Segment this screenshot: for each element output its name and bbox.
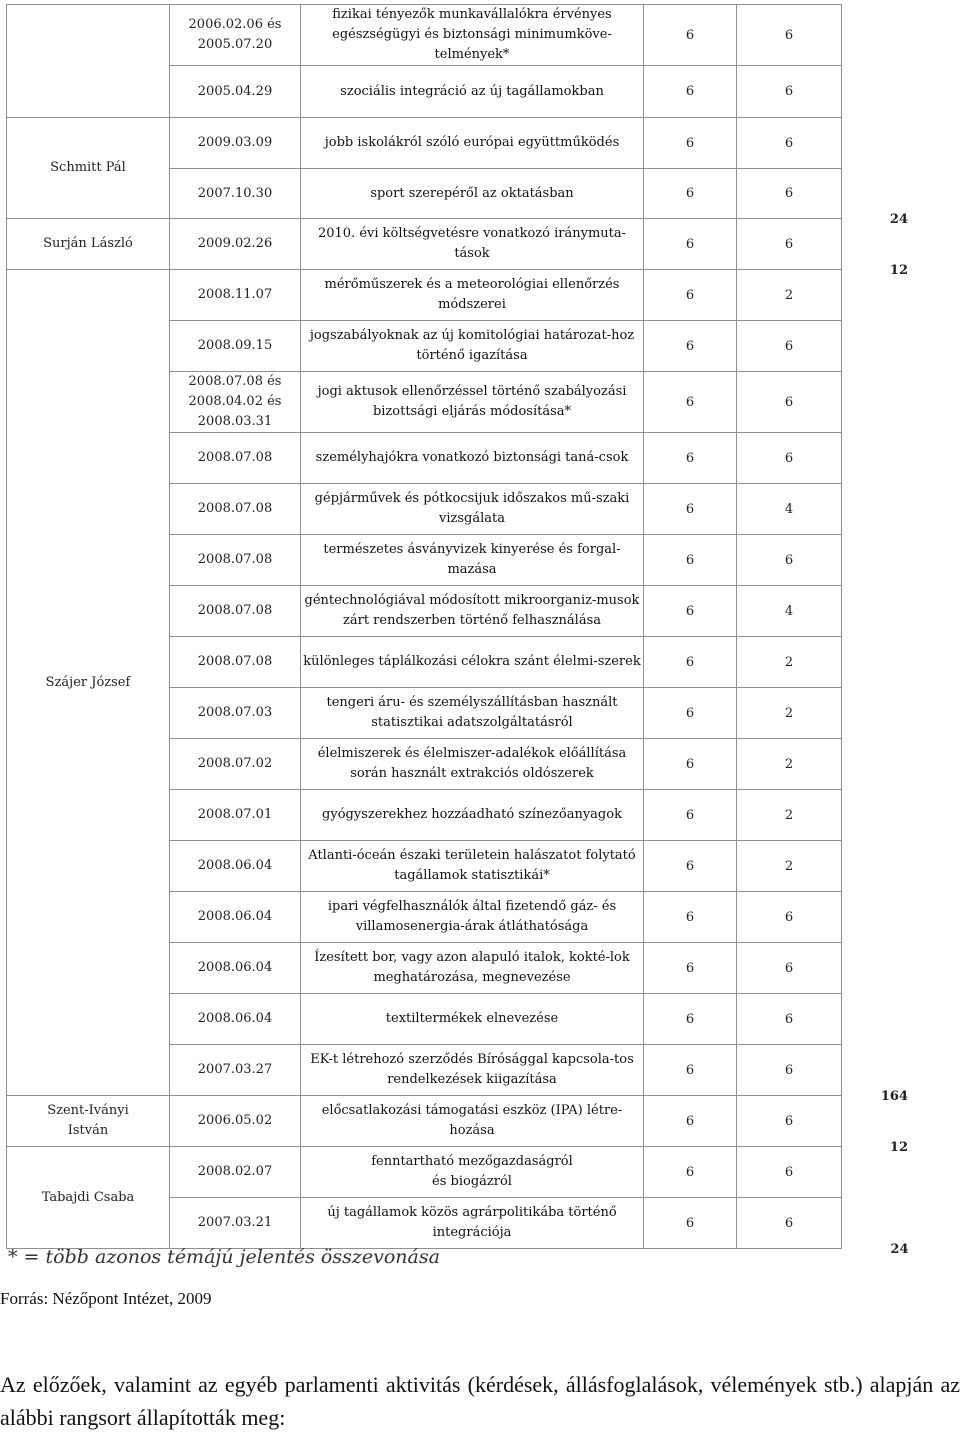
total-score-cell — [842, 5, 959, 66]
score-b-cell: 6 — [737, 433, 842, 484]
report-topic-cell: természetes ásványvizek kinyerése és forgal-mazása — [301, 535, 644, 586]
score-a-cell: 6 — [644, 1147, 737, 1198]
table-row — [7, 1147, 959, 1198]
total-score-cell — [842, 118, 959, 169]
score-b-cell: 2 — [737, 637, 842, 688]
report-topic-cell: előcsatlakozási támogatási eszköz (IPA) létre-hozása — [301, 1096, 644, 1147]
source-note: Forrás: Nézőpont Intézet, 2009 — [0, 1289, 212, 1308]
total-score-value: 164 — [880, 1088, 908, 1104]
report-date-cell: 2008.07.08 — [170, 433, 301, 484]
score-b-cell: 2 — [737, 790, 842, 841]
total-score-value: 12 — [889, 1139, 908, 1155]
score-b-cell: 6 — [737, 1045, 842, 1096]
report-date-cell: 2007.10.30 — [170, 169, 301, 219]
report-date-cell: 2008.07.01 — [170, 790, 301, 841]
score-a-cell: 6 — [644, 219, 737, 270]
total-score-cell — [842, 586, 959, 637]
total-score-cell — [842, 790, 959, 841]
total-score-cell — [842, 66, 959, 118]
table-row — [7, 270, 959, 321]
report-topic-cell: fizikai tényezők munkavállalókra érvényes egészségügyi és biztonsági minimumköve-telmények* — [301, 5, 644, 66]
report-topic-cell: Atlanti-óceán északi területein halászatot folytató tagállamok statisztikái* — [301, 841, 644, 892]
score-b-cell: 4 — [737, 586, 842, 637]
score-b-cell: 4 — [737, 484, 842, 535]
report-topic-cell: fenntartható mezőgazdaságról és biogázról — [301, 1147, 644, 1198]
mep-name-cell: Szent-Iványi István — [7, 1096, 170, 1147]
report-topic-cell: 2010. évi költségvetésre vonatkozó iránymuta-tások — [301, 219, 644, 270]
score-a-cell: 6 — [644, 270, 737, 321]
score-b-cell: 6 — [737, 1096, 842, 1147]
score-a-cell: 6 — [644, 1096, 737, 1147]
report-date-cell: 2007.03.27 — [170, 1045, 301, 1096]
score-b-cell: 6 — [737, 5, 842, 66]
report-topic-cell: új tagállamok közös agrárpolitikába történő integrációja — [301, 1198, 644, 1249]
score-a-cell: 6 — [644, 943, 737, 994]
score-a-cell: 6 — [644, 118, 737, 169]
report-topic-cell: jobb iskolákról szóló európai együttműködés — [301, 118, 644, 169]
report-date-cell: 2006.02.06 és 2005.07.20 — [170, 5, 301, 66]
total-score-cell — [842, 270, 959, 321]
report-topic-cell: mérőműszerek és a meteorológiai ellenőrzés módszerei — [301, 270, 644, 321]
report-topic-cell: jogszabályoknak az új komitológiai határozat-hoz történő igazítása — [301, 321, 644, 372]
total-score-cell — [842, 372, 959, 433]
score-a-cell: 6 — [644, 637, 737, 688]
score-b-cell: 6 — [737, 994, 842, 1045]
report-topic-cell: különleges táplálkozási célokra szánt élelmi-szerek — [301, 637, 644, 688]
report-topic-cell: textiltermékek elnevezése — [301, 994, 644, 1045]
mep-name-cell: Schmitt Pál — [7, 118, 170, 219]
total-score-cell — [842, 994, 959, 1045]
score-a-cell: 6 — [644, 5, 737, 66]
total-score-cell — [842, 433, 959, 484]
score-a-cell: 6 — [644, 321, 737, 372]
total-score-cell — [842, 535, 959, 586]
score-a-cell: 6 — [644, 535, 737, 586]
total-score-cell — [842, 688, 959, 739]
score-a-cell: 6 — [644, 586, 737, 637]
score-b-cell: 6 — [737, 943, 842, 994]
report-topic-cell: személyhajókra vonatkozó biztonsági taná-csok — [301, 433, 644, 484]
score-b-cell: 6 — [737, 1198, 842, 1249]
report-date-cell: 2007.03.21 — [170, 1198, 301, 1249]
total-score-value: 12 — [889, 262, 908, 278]
score-b-cell: 6 — [737, 66, 842, 118]
score-b-cell: 2 — [737, 270, 842, 321]
score-a-cell: 6 — [644, 841, 737, 892]
score-b-cell: 2 — [737, 841, 842, 892]
score-a-cell: 6 — [644, 1045, 737, 1096]
score-b-cell: 6 — [737, 535, 842, 586]
report-date-cell: 2008.07.08 — [170, 484, 301, 535]
report-date-cell: 2009.03.09 — [170, 118, 301, 169]
score-b-cell: 6 — [737, 372, 842, 433]
total-score-cell — [842, 841, 959, 892]
score-a-cell: 6 — [644, 372, 737, 433]
score-a-cell: 6 — [644, 739, 737, 790]
mep-name-cell: Tabajdi Csaba — [7, 1147, 170, 1249]
total-score-cell — [842, 637, 959, 688]
score-b-cell: 6 — [737, 321, 842, 372]
report-date-cell: 2008.06.04 — [170, 943, 301, 994]
score-a-cell: 6 — [644, 169, 737, 219]
report-topic-cell: Ízesített bor, vagy azon alapuló italok, kokté-lok meghatározása, megnevezése — [301, 943, 644, 994]
report-date-cell: 2008.07.08 — [170, 535, 301, 586]
report-topic-cell: jogi aktusok ellenőrzéssel történő szabályozási bizottsági eljárás módosítása* — [301, 372, 644, 433]
total-score-cell — [842, 1045, 959, 1104]
report-topic-cell: EK-t létrehozó szerződés Bírósággal kapcsola-tos rendelkezések kiigazítása — [301, 1045, 644, 1096]
total-score-value: 24 — [889, 211, 908, 227]
score-b-cell: 6 — [737, 1147, 842, 1198]
score-a-cell: 6 — [644, 433, 737, 484]
score-a-cell: 6 — [644, 892, 737, 943]
total-score-cell — [842, 321, 959, 372]
total-score-cell — [842, 219, 959, 278]
score-b-cell: 6 — [737, 219, 842, 270]
body-paragraph: Az előzőek, valamint az egyéb parlamenti aktivitás (kérdések, állásfoglalások, vélemények stb.) alapján az alábbi rangsort állapították meg: — [0, 1372, 960, 1430]
total-score-cell — [842, 943, 959, 994]
report-date-cell: 2008.06.04 — [170, 994, 301, 1045]
table-row — [7, 219, 959, 270]
report-date-cell: 2005.04.29 — [170, 66, 301, 118]
total-score-cell — [842, 1147, 959, 1198]
table-row — [7, 1096, 959, 1147]
total-score-value: 24 — [890, 1241, 909, 1257]
total-score-cell — [842, 169, 959, 227]
score-a-cell: 6 — [644, 688, 737, 739]
report-topic-cell: tengeri áru- és személyszállításban használt statisztikai adatszolgáltatásról — [301, 688, 644, 739]
report-topic-cell: ipari végfelhasználók által fizetendő gáz- és villamosenergia-árak átláthatósága — [301, 892, 644, 943]
report-topic-cell: géntechnológiával módosított mikroorganiz-musok zárt rendszerben történő felhasználása — [301, 586, 644, 637]
report-date-cell: 2006.05.02 — [170, 1096, 301, 1147]
score-b-cell: 2 — [737, 688, 842, 739]
report-date-cell: 2008.07.08 és 2008.04.02 és 2008.03.31 — [170, 372, 301, 433]
total-score-cell — [842, 892, 959, 943]
score-a-cell: 6 — [644, 790, 737, 841]
score-a-cell: 6 — [644, 994, 737, 1045]
mep-name-cell: Szájer József — [7, 270, 170, 1096]
score-a-cell: 6 — [644, 484, 737, 535]
mep-name-cell: Surján László — [7, 219, 170, 270]
report-date-cell: 2008.09.15 — [170, 321, 301, 372]
total-score-cell — [842, 1198, 959, 1257]
report-topic-cell: szociális integráció az új tagállamokban — [301, 66, 644, 118]
total-score-cell — [842, 1096, 959, 1155]
table-footnote: * = több azonos témájú jelentés összevonása — [8, 1246, 440, 1268]
table-row — [7, 118, 959, 169]
report-topic-cell: gépjárművek és pótkocsijuk időszakos mű-szaki vizsgálata — [301, 484, 644, 535]
report-date-cell: 2008.06.04 — [170, 841, 301, 892]
total-score-cell — [842, 484, 959, 535]
mep-name-cell — [7, 5, 170, 118]
score-b-cell: 6 — [737, 169, 842, 219]
total-score-cell — [842, 739, 959, 790]
report-date-cell: 2009.02.26 — [170, 219, 301, 270]
report-date-cell: 2008.07.08 — [170, 586, 301, 637]
report-date-cell: 2008.06.04 — [170, 892, 301, 943]
score-a-cell: 6 — [644, 66, 737, 118]
report-date-cell: 2008.07.08 — [170, 637, 301, 688]
report-topic-cell: sport szerepéről az oktatásban — [301, 169, 644, 219]
report-date-cell: 2008.07.03 — [170, 688, 301, 739]
score-b-cell: 6 — [737, 892, 842, 943]
report-topic-cell: élelmiszerek és élelmiszer-adalékok előállítása során használt extrakciós oldószerek — [301, 739, 644, 790]
report-topic-cell: gyógyszerekhez hozzáadható színezőanyagok — [301, 790, 644, 841]
report-date-cell: 2008.02.07 — [170, 1147, 301, 1198]
score-b-cell: 2 — [737, 739, 842, 790]
report-date-cell: 2008.11.07 — [170, 270, 301, 321]
report-date-cell: 2008.07.02 — [170, 739, 301, 790]
table-row — [7, 5, 959, 66]
score-a-cell: 6 — [644, 1198, 737, 1249]
score-b-cell: 6 — [737, 118, 842, 169]
